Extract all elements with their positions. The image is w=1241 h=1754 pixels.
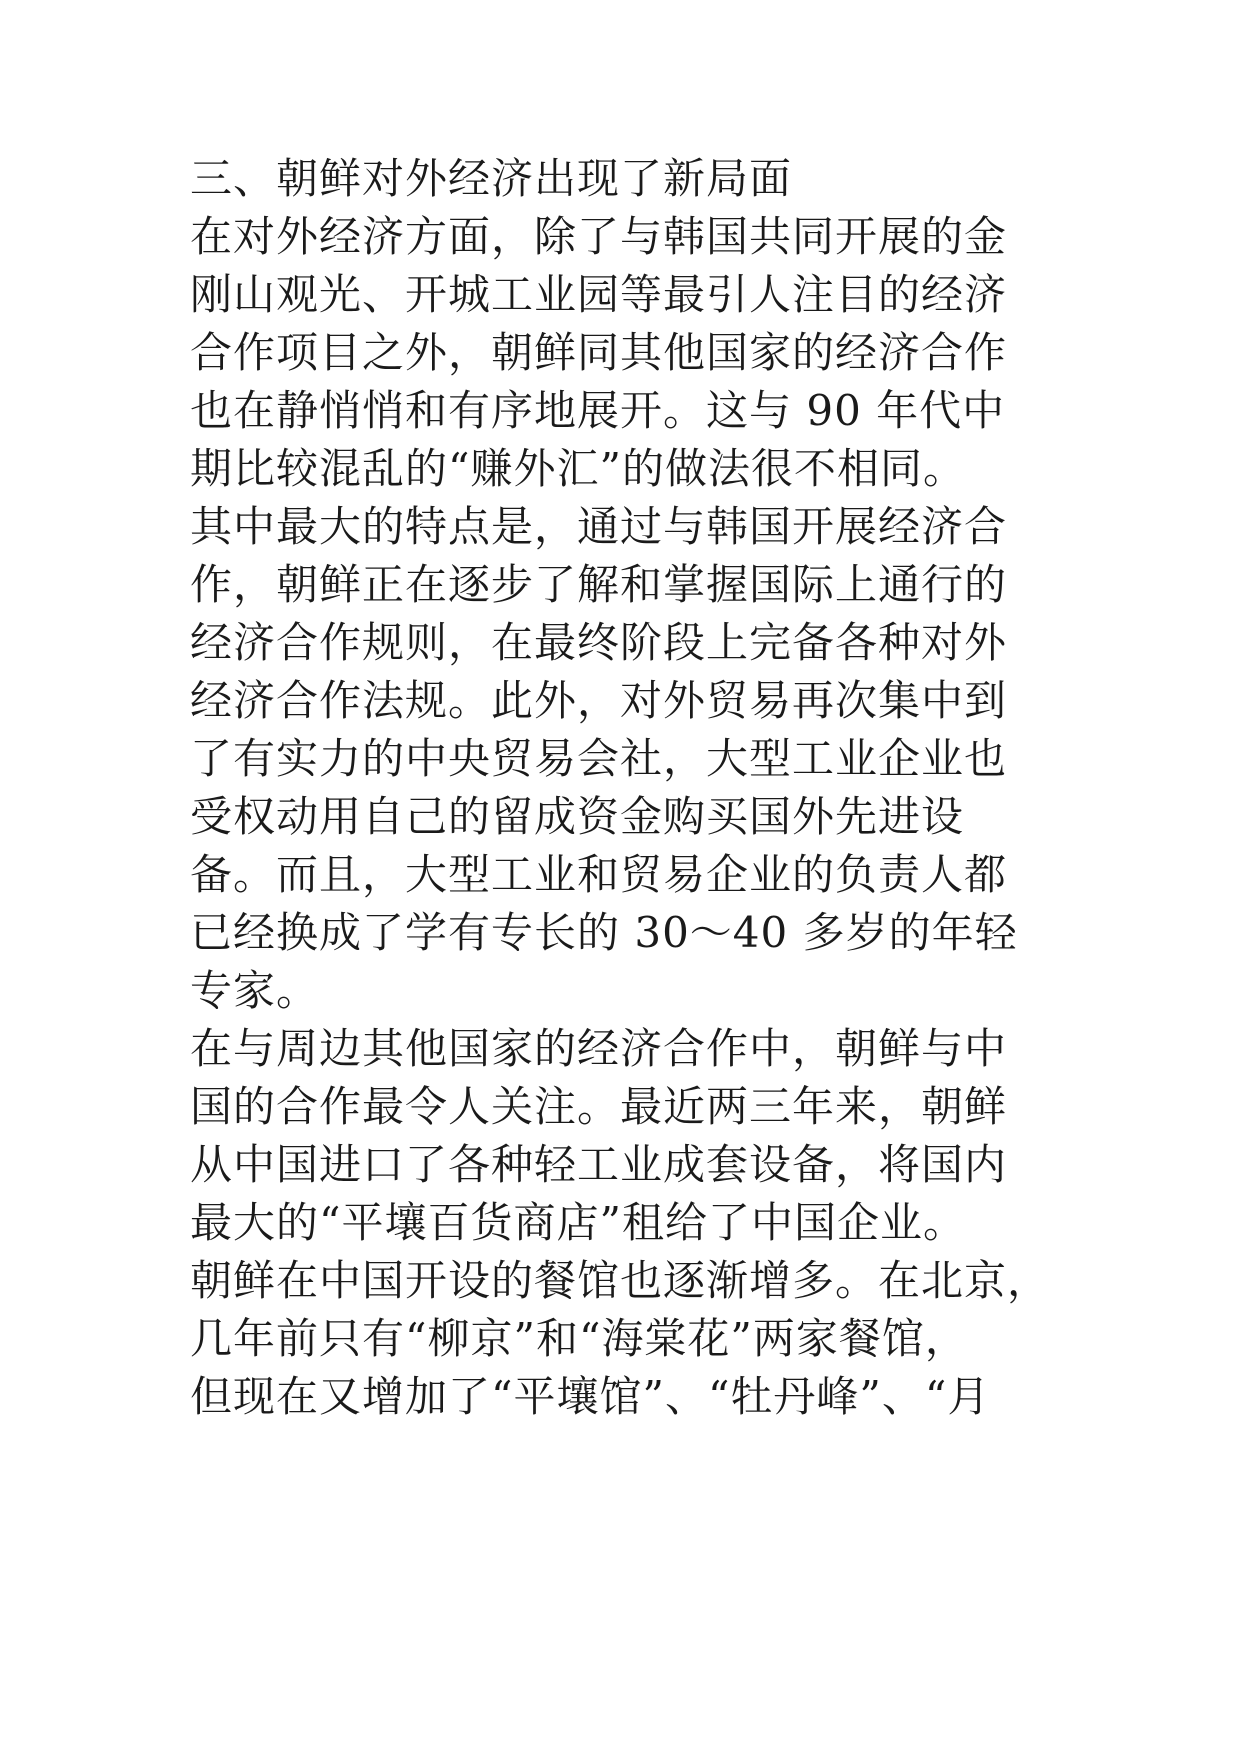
body-line: 专家。	[190, 966, 320, 1015]
body-line: 受权动用自己的留成资金购买国外先进设	[190, 792, 965, 841]
body-line: 但现在又增加了“平壤馆”、“牡丹峰”、“月	[190, 1372, 991, 1421]
body-line: 期比较混乱的“赚外汇”的做法很不相同。	[190, 444, 966, 493]
body-line: 在与周边其他国家的经济合作中，朝鲜与中	[190, 1024, 1008, 1073]
section-heading: 三、朝鲜对外经济出现了新局面	[190, 154, 793, 203]
body-line: 最大的“平壤百货商店”租给了中国企业。	[190, 1198, 966, 1247]
body-line: 合作项目之外，朝鲜同其他国家的经济合作	[190, 328, 1008, 377]
body-line: 其中最大的特点是，通过与韩国开展经济合	[190, 502, 1008, 551]
body-line: 了有实力的中央贸易会社，大型工业企业也	[190, 734, 1008, 783]
body-line: 在对外经济方面，除了与韩国共同开展的金	[190, 212, 1008, 261]
body-line: 国的合作最令人关注。最近两三年来，朝鲜	[190, 1082, 1008, 1131]
body-line: 刚山观光、开城工业园等最引人注目的经济	[190, 270, 1008, 319]
body-line: 从中国进口了各种轻工业成套设备，将国内	[190, 1140, 1008, 1189]
body-line: 经济合作规则，在最终阶段上完备各种对外	[190, 618, 1008, 667]
body-line: 也在静悄悄和有序地展开。这与 90 年代中	[190, 386, 1006, 435]
body-line: 作，朝鲜正在逐步了解和掌握国际上通行的	[190, 560, 1008, 609]
body-line: 经济合作法规。此外，对外贸易再次集中到	[190, 676, 1008, 725]
body-line: 朝鲜在中国开设的餐馆也逐渐增多。在北京，	[190, 1256, 1051, 1305]
body-line: 已经换成了学有专长的 30～40 多岁的年轻	[190, 908, 1018, 957]
body-line: 备。而且，大型工业和贸易企业的负责人都	[190, 850, 1008, 899]
document-page	[190, 150, 1070, 1426]
body-line: 几年前只有“柳京”和“海棠花”两家餐馆，	[190, 1314, 968, 1363]
